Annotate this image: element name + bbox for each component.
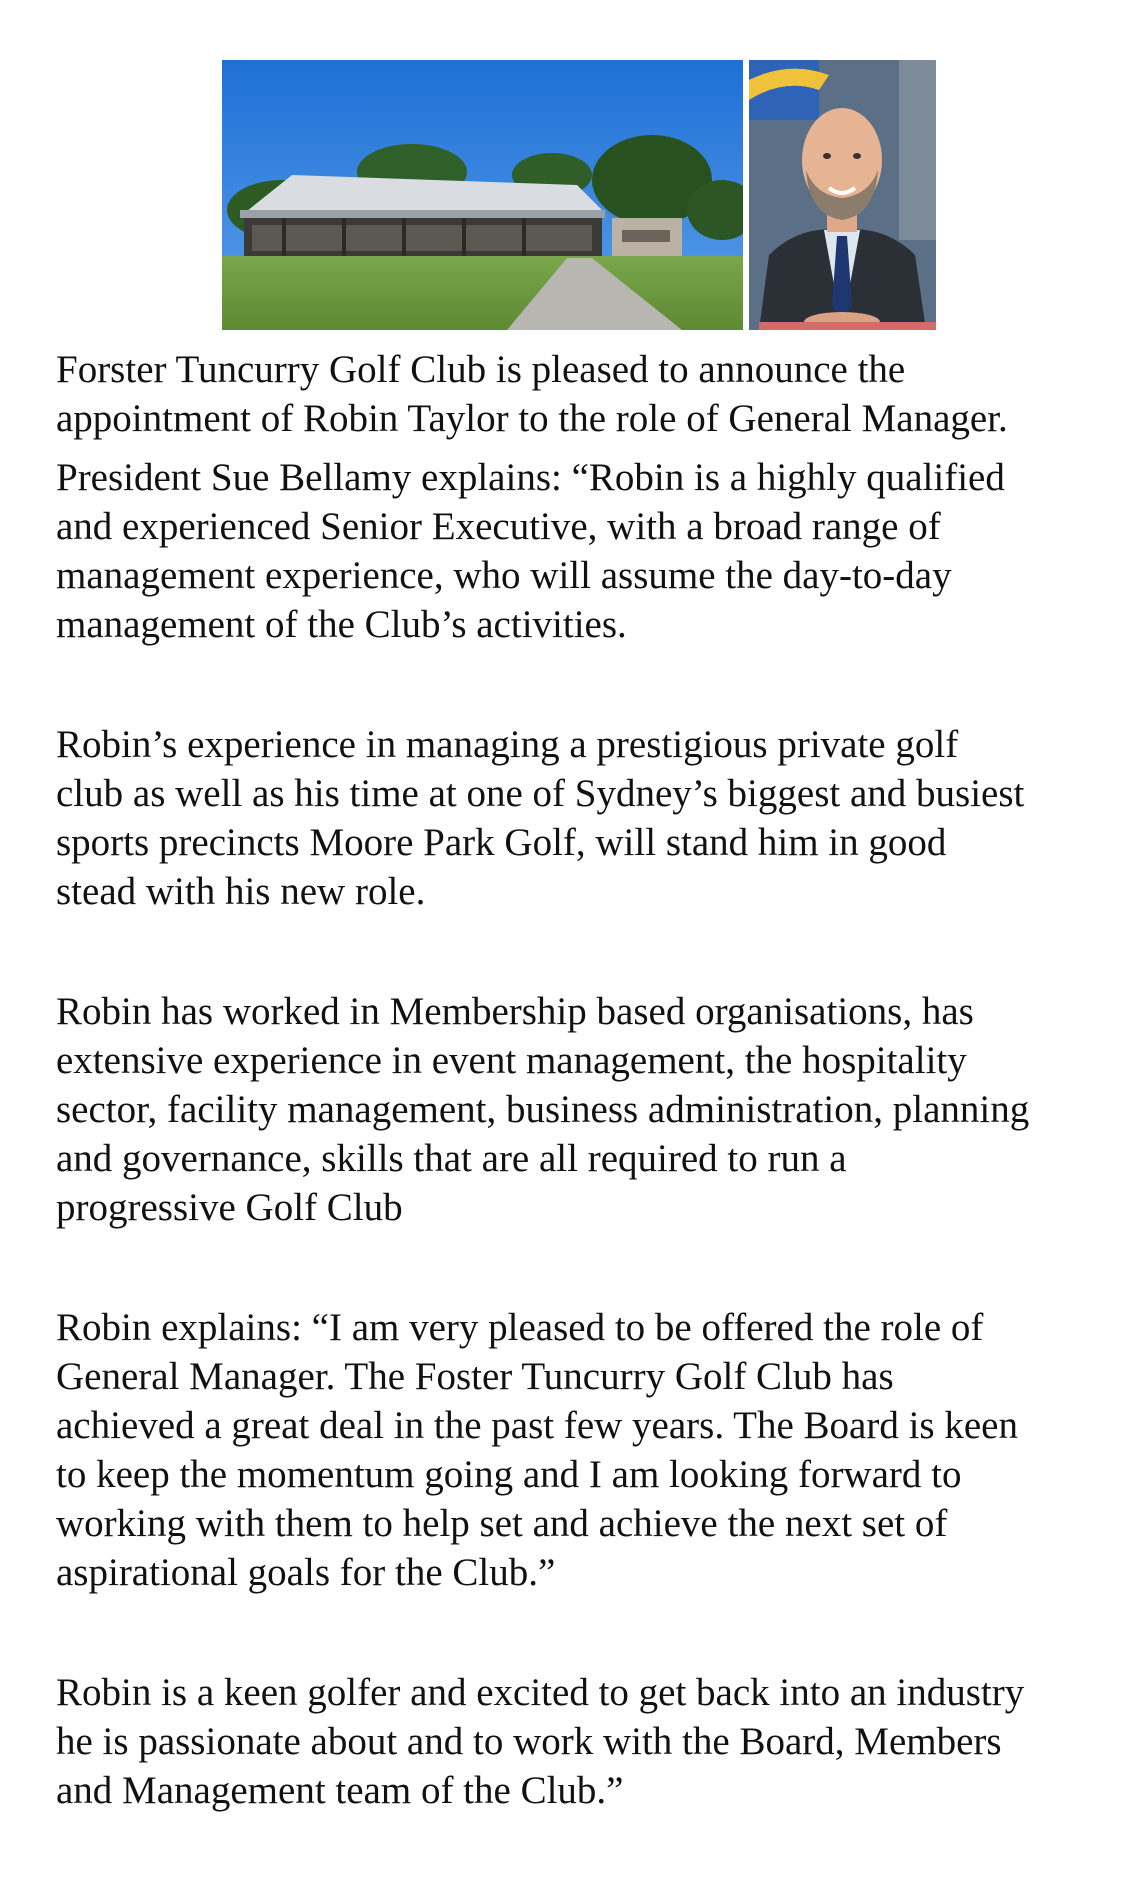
header-photos	[222, 60, 936, 330]
paragraph-president-quote: President Sue Bellamy explains: “Robin is a highly qualified and experienced Senior Executive, with a broad range of management experience, who will assume the day-to-day management of the Club’s activities.	[56, 456, 1005, 646]
paragraph-closing: Robin is a keen golfer and excited to get back into an industry he is passionate about and to work with the Board, Members and Management team of the Club.”	[56, 1671, 1025, 1812]
paragraph-announcement: Forster Tuncurry Golf Club is pleased to announce the appointment of Robin Taylor to the role of General Manager.	[56, 348, 1008, 440]
paragraph-robin-quote: Robin explains: “I am very pleased to be offered the role of General Manager. The Foster Tuncurry Golf Club has achieved a great deal in the past few years. The Board is keen to keep the momentum going and I am looking forward to working with them to help set and achieve the next set of aspirational goals for the Club.”	[56, 1306, 1018, 1594]
paragraph-background: Robin has worked in Membership based organisations, has extensive experience in event management, the hospitality sector, facility management, business administration, planning and governance, skills that are all required to run a progressive Golf Club	[56, 990, 1030, 1229]
paragraph-experience: Robin’s experience in managing a prestigious private golf club as well as his time at one of Sydney’s biggest and busiest sports precincts Moore Park Golf, will stand him in good stead with his new role.	[56, 723, 1025, 913]
clubhouse-photo	[222, 60, 743, 330]
robin-taylor-portrait	[749, 60, 936, 330]
article-body	[56, 345, 1116, 1815]
